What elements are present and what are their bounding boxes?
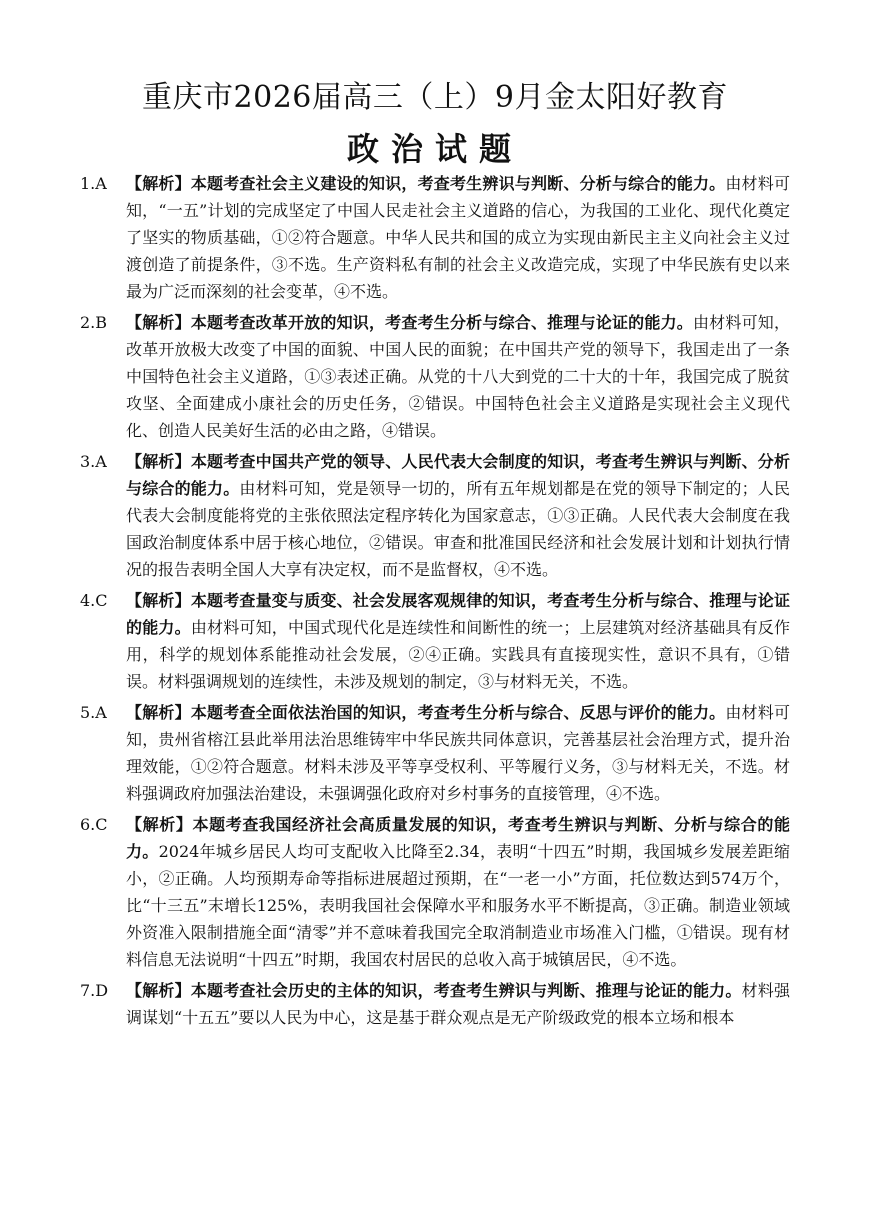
analysis-tag: 【解析】: [126, 174, 191, 193]
answer-item-1: [80, 170, 790, 305]
analysis-tag: 【解析】: [126, 981, 191, 1000]
answer-item-5: [80, 699, 790, 807]
answer-number: 4.C: [80, 591, 108, 610]
answer-lead: 本题考查量变与质变、社会发展客观规律的知识，考查考生分析与综合、推理与论证的能力。: [126, 591, 790, 637]
answer-number: 1.A: [80, 174, 107, 193]
answer-list: [80, 170, 790, 1035]
answer-lead: 本题考查中国共产党的领导、人民代表大会制度的知识，考查考生辨识与判断、分析与综合的能力。: [126, 452, 790, 498]
answer-number: 2.B: [80, 313, 108, 332]
answer-number: 3.A: [80, 452, 107, 471]
subject-title: 政治试题: [346, 130, 523, 168]
answer-lead: 本题考查社会历史的主体的知识，考查考生辨识与判断、推理与论证的能力。: [190, 981, 742, 1000]
analysis-tag: 【解析】: [126, 815, 193, 834]
answer-body: 由材料可知，改革开放极大改变了中国的面貌、中国人民的面貌；在中国共产党的领导下，我国走出了一条中国特色社会主义道路，①③表述正确。从党的十八大到党的二十大的十年，我国完成了脱贫攻坚、全面建成小康社会的历史任务，②错误。中国特色社会主义道路是实现社会主义现代化、创造人民美好生活的必由之路，④错误。: [126, 313, 790, 440]
answer-body: 材料强调谋划“十五五”要以人民为中心，这是基于群众观点是无产阶级政党的根本立场和根本: [126, 981, 790, 1027]
analysis-tag: 【解析】: [126, 313, 191, 332]
answer-body: 由材料可知，中国式现代化是连续性和间断性的统一；上层建筑对经济基础具有反作用，科学的规划体系能推动社会发展，②④正确。实践具有直接现实性，意识不具有，①错误。材料强调规划的连续性，未涉及规划的制定，③与材料无关，不选。: [126, 618, 790, 691]
answer-item-7: [80, 977, 790, 1031]
answer-number: 5.A: [80, 703, 107, 722]
answer-item-3: [80, 448, 790, 583]
answer-item-4: [80, 587, 790, 695]
answer-body: 由材料可知，贵州省榕江县此举用法治思维铸牢中华民族共同体意识，完善基层社会治理方式，提升治理效能，①②符合题意。材料未涉及平等享受权利、平等履行义务，③与材料无关，不选。材料强调政府加强法治建设，未强调强化政府对乡村事务的直接管理，④不选。: [126, 703, 790, 803]
answer-body: 由材料可知，“一五”计划的完成坚定了中国人民走社会主义道路的信心，为我国的工业化、现代化奠定了坚实的物质基础，①②符合题意。中华人民共和国的成立为实现由新民主主义向社会主义过渡创造了前提条件，③不选。生产资料私有制的社会主义改造完成，实现了中华民族有史以来最为广泛而深刻的社会变革，④不选。: [126, 174, 790, 301]
answer-number: 6.C: [80, 815, 108, 834]
answer-number: 7.D: [80, 981, 109, 1000]
answer-lead: 本题考查改革开放的知识，考查考生分析与综合、推理与论证的能力。: [190, 313, 693, 332]
analysis-tag: 【解析】: [126, 452, 191, 471]
analysis-tag: 【解析】: [126, 591, 191, 610]
answer-lead: 本题考查全面依法治国的知识，考查考生分析与综合、反思与评价的能力。: [190, 703, 726, 722]
analysis-tag: 【解析】: [126, 703, 191, 722]
answer-item-6: [80, 811, 790, 973]
answer-item-2: [80, 309, 790, 444]
answer-lead: 本题考查社会主义建设的知识，考查考生辨识与判断、分析与综合的能力。: [190, 174, 726, 193]
answer-body: 2024年城乡居民人均可支配收入比降至2.34，表明“十四五”时期，我国城乡发展差距缩小，②正确。人均预期寿命等指标进展超过预期，在“一老一小”方面，托位数达到574万个，比“十三五”末增长125%，表明我国社会保障水平和服务水平不断提高，③正确。制造业领域外资准入限制措施全面“清零”并不意味着我国完全取消制造业市场准入门槛，①错误。现有材料信息无法说明“十四五”时期，我国农村居民的总收入高于城镇居民，④不选。: [126, 842, 790, 969]
document-header-title: 重庆市2026届高三（上）9月金太阳好教育: [142, 80, 728, 115]
answer-lead: 本题考查我国经济社会高质量发展的知识，考查考生辨识与判断、分析与综合的能力。: [126, 815, 790, 861]
answer-body: 由材料可知，党是领导一切的，所有五年规划都是在党的领导下制定的；人民代表大会制度能将党的主张依照法定程序转化为国家意志，①③正确。人民代表大会制度在我国政治制度体系中居于核心地位，②错误。审查和批准国民经济和社会发展计划和计划执行情况的报告表明全国人大享有决定权，而不是监督权，④不选。: [126, 479, 790, 579]
